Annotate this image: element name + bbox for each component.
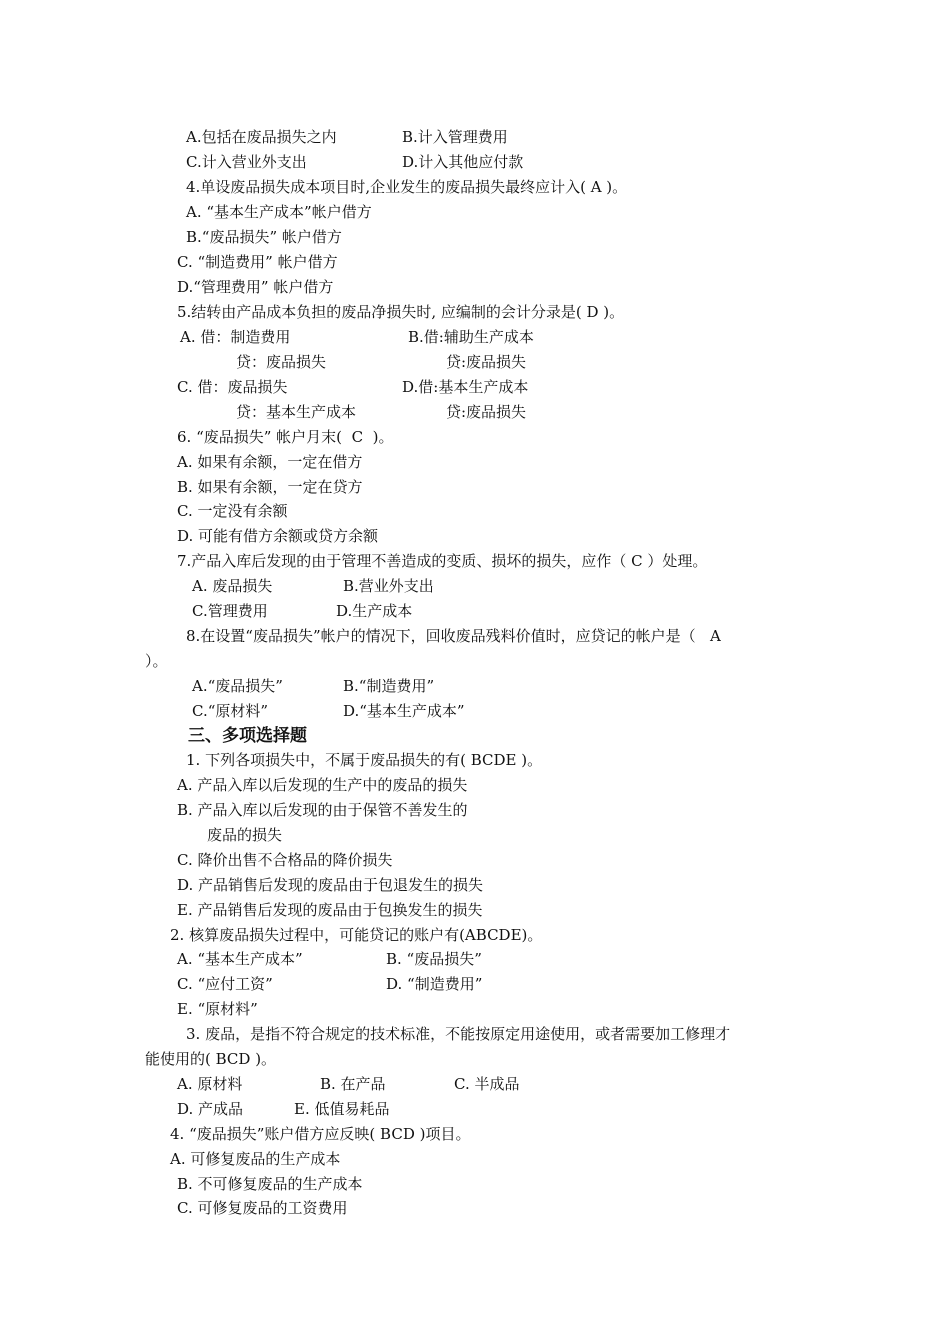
q4-option-d: D.“管理费用” 帐户借方 (177, 278, 334, 296)
q8-option-a: A.“废品损失” (192, 677, 283, 695)
q6-option-b: B. 如果有余额，一定在贷方 (177, 478, 363, 496)
q7-option-b: B.营业外支出 (343, 577, 434, 595)
q8-stem-line1: 8.在设置“废品损失”帐户的情况下，回收废品残料价值时，应贷记的帐户是（ A (186, 627, 721, 645)
m2-stem: 2. 核算废品损失过程中，可能贷记的账户有(ABCDE)。 (170, 926, 543, 944)
q5-option-a-debit: A. 借：制造费用 (180, 328, 291, 346)
m3-stem-line2: 能使用的( BCD )。 (145, 1050, 277, 1068)
m4-option-c: C. 可修复废品的工资费用 (177, 1199, 348, 1217)
m4-option-a: A. 可修复废品的生产成本 (170, 1150, 341, 1168)
m3-option-b: B. 在产品 (320, 1075, 386, 1093)
m1-option-b-line2: 废品的损失 (207, 826, 283, 844)
q3-option-a: A.包括在废品损失之内 (186, 128, 337, 146)
m2-option-b: B. “废品损失” (386, 950, 482, 968)
q3-option-d: D.计入其他应付款 (402, 153, 524, 171)
m1-option-a: A. 产品入库以后发现的生产中的废品的损失 (177, 776, 468, 794)
m2-option-a: A. “基本生产成本” (177, 950, 303, 968)
m2-option-d: D. “制造费用” (386, 975, 483, 993)
m3-option-a: A. 原材料 (177, 1075, 243, 1093)
q5-option-c-debit: C. 借：废品损失 (177, 378, 288, 396)
q3-option-c: C.计入营业外支出 (186, 153, 307, 171)
q8-option-d: D.“基本生产成本” (343, 702, 465, 720)
q7-option-a: A. 废品损失 (192, 577, 273, 595)
q6-option-a: A. 如果有余额，一定在借方 (177, 453, 363, 471)
m1-option-b-line1: B. 产品入库以后发现的由于保管不善发生的 (177, 801, 468, 819)
q4-option-b: B.“废品损失” 帐户借方 (186, 228, 342, 246)
m1-stem: 1. 下列各项损失中，不属于废品损失的有( BCDE )。 (186, 751, 543, 769)
q6-option-c: C. 一定没有余额 (177, 502, 288, 520)
m4-option-b: B. 不可修复废品的生产成本 (177, 1175, 363, 1193)
q8-option-b: B.“制造费用” (343, 677, 435, 695)
m3-stem-line1: 3. 废品，是指不符合规定的技术标准，不能按原定用途使用，或者需要加工修理才 (186, 1025, 731, 1043)
q3-option-b: B.计入管理费用 (402, 128, 508, 146)
q5-option-d-credit: 贷:废品损失 (446, 403, 527, 421)
q5-option-a-credit: 贷：废品损失 (236, 353, 327, 371)
m4-stem: 4. “废品损失”账户借方应反映( BCD )项目。 (170, 1125, 471, 1143)
q5-option-b-credit: 贷:废品损失 (446, 353, 527, 371)
m3-option-e: E. 低值易耗品 (294, 1100, 390, 1118)
q4-option-a: A. “基本生产成本”帐户借方 (186, 203, 372, 221)
q5-option-d-debit: D.借:基本生产成本 (402, 378, 529, 396)
q7-option-d: D.生产成本 (336, 602, 413, 620)
q5-option-c-credit: 贷：基本生产成本 (236, 403, 357, 421)
m3-option-d: D. 产成品 (177, 1100, 244, 1118)
q4-stem: 4.单设废品损失成本项目时,企业发生的废品损失最终应计入( A )。 (186, 178, 628, 196)
q6-stem: 6. “废品损失” 帐户月末( C )。 (177, 428, 394, 446)
q8-stem-line2: ）。 (145, 652, 168, 670)
m1-option-c: C. 降价出售不合格品的降价损失 (177, 851, 393, 869)
q7-option-c: C.管理费用 (192, 602, 268, 620)
section-heading: 三、多项选择题 (188, 726, 307, 746)
q4-option-c: C. “制造费用” 帐户借方 (177, 253, 338, 271)
m2-option-e: E. “原材料” (177, 1000, 258, 1018)
m2-option-c: C. “应付工资” (177, 975, 273, 993)
m1-option-e: E. 产品销售后发现的废品由于包换发生的损失 (177, 901, 483, 919)
q6-option-d: D. 可能有借方余额或贷方余额 (177, 527, 379, 545)
q5-stem: 5.结转由产品成本负担的废品净损失时, 应编制的会计分录是( D )。 (177, 303, 625, 321)
q7-stem: 7.产品入库后发现的由于管理不善造成的变质、损坏的损失，应作（ C ）处理。 (177, 552, 708, 570)
m3-option-c: C. 半成品 (454, 1075, 520, 1093)
q8-option-c: C.“原材料” (192, 702, 269, 720)
m1-option-d: D. 产品销售后发现的废品由于包退发生的损失 (177, 876, 484, 894)
q5-option-b-debit: B.借:辅助生产成本 (408, 328, 534, 346)
